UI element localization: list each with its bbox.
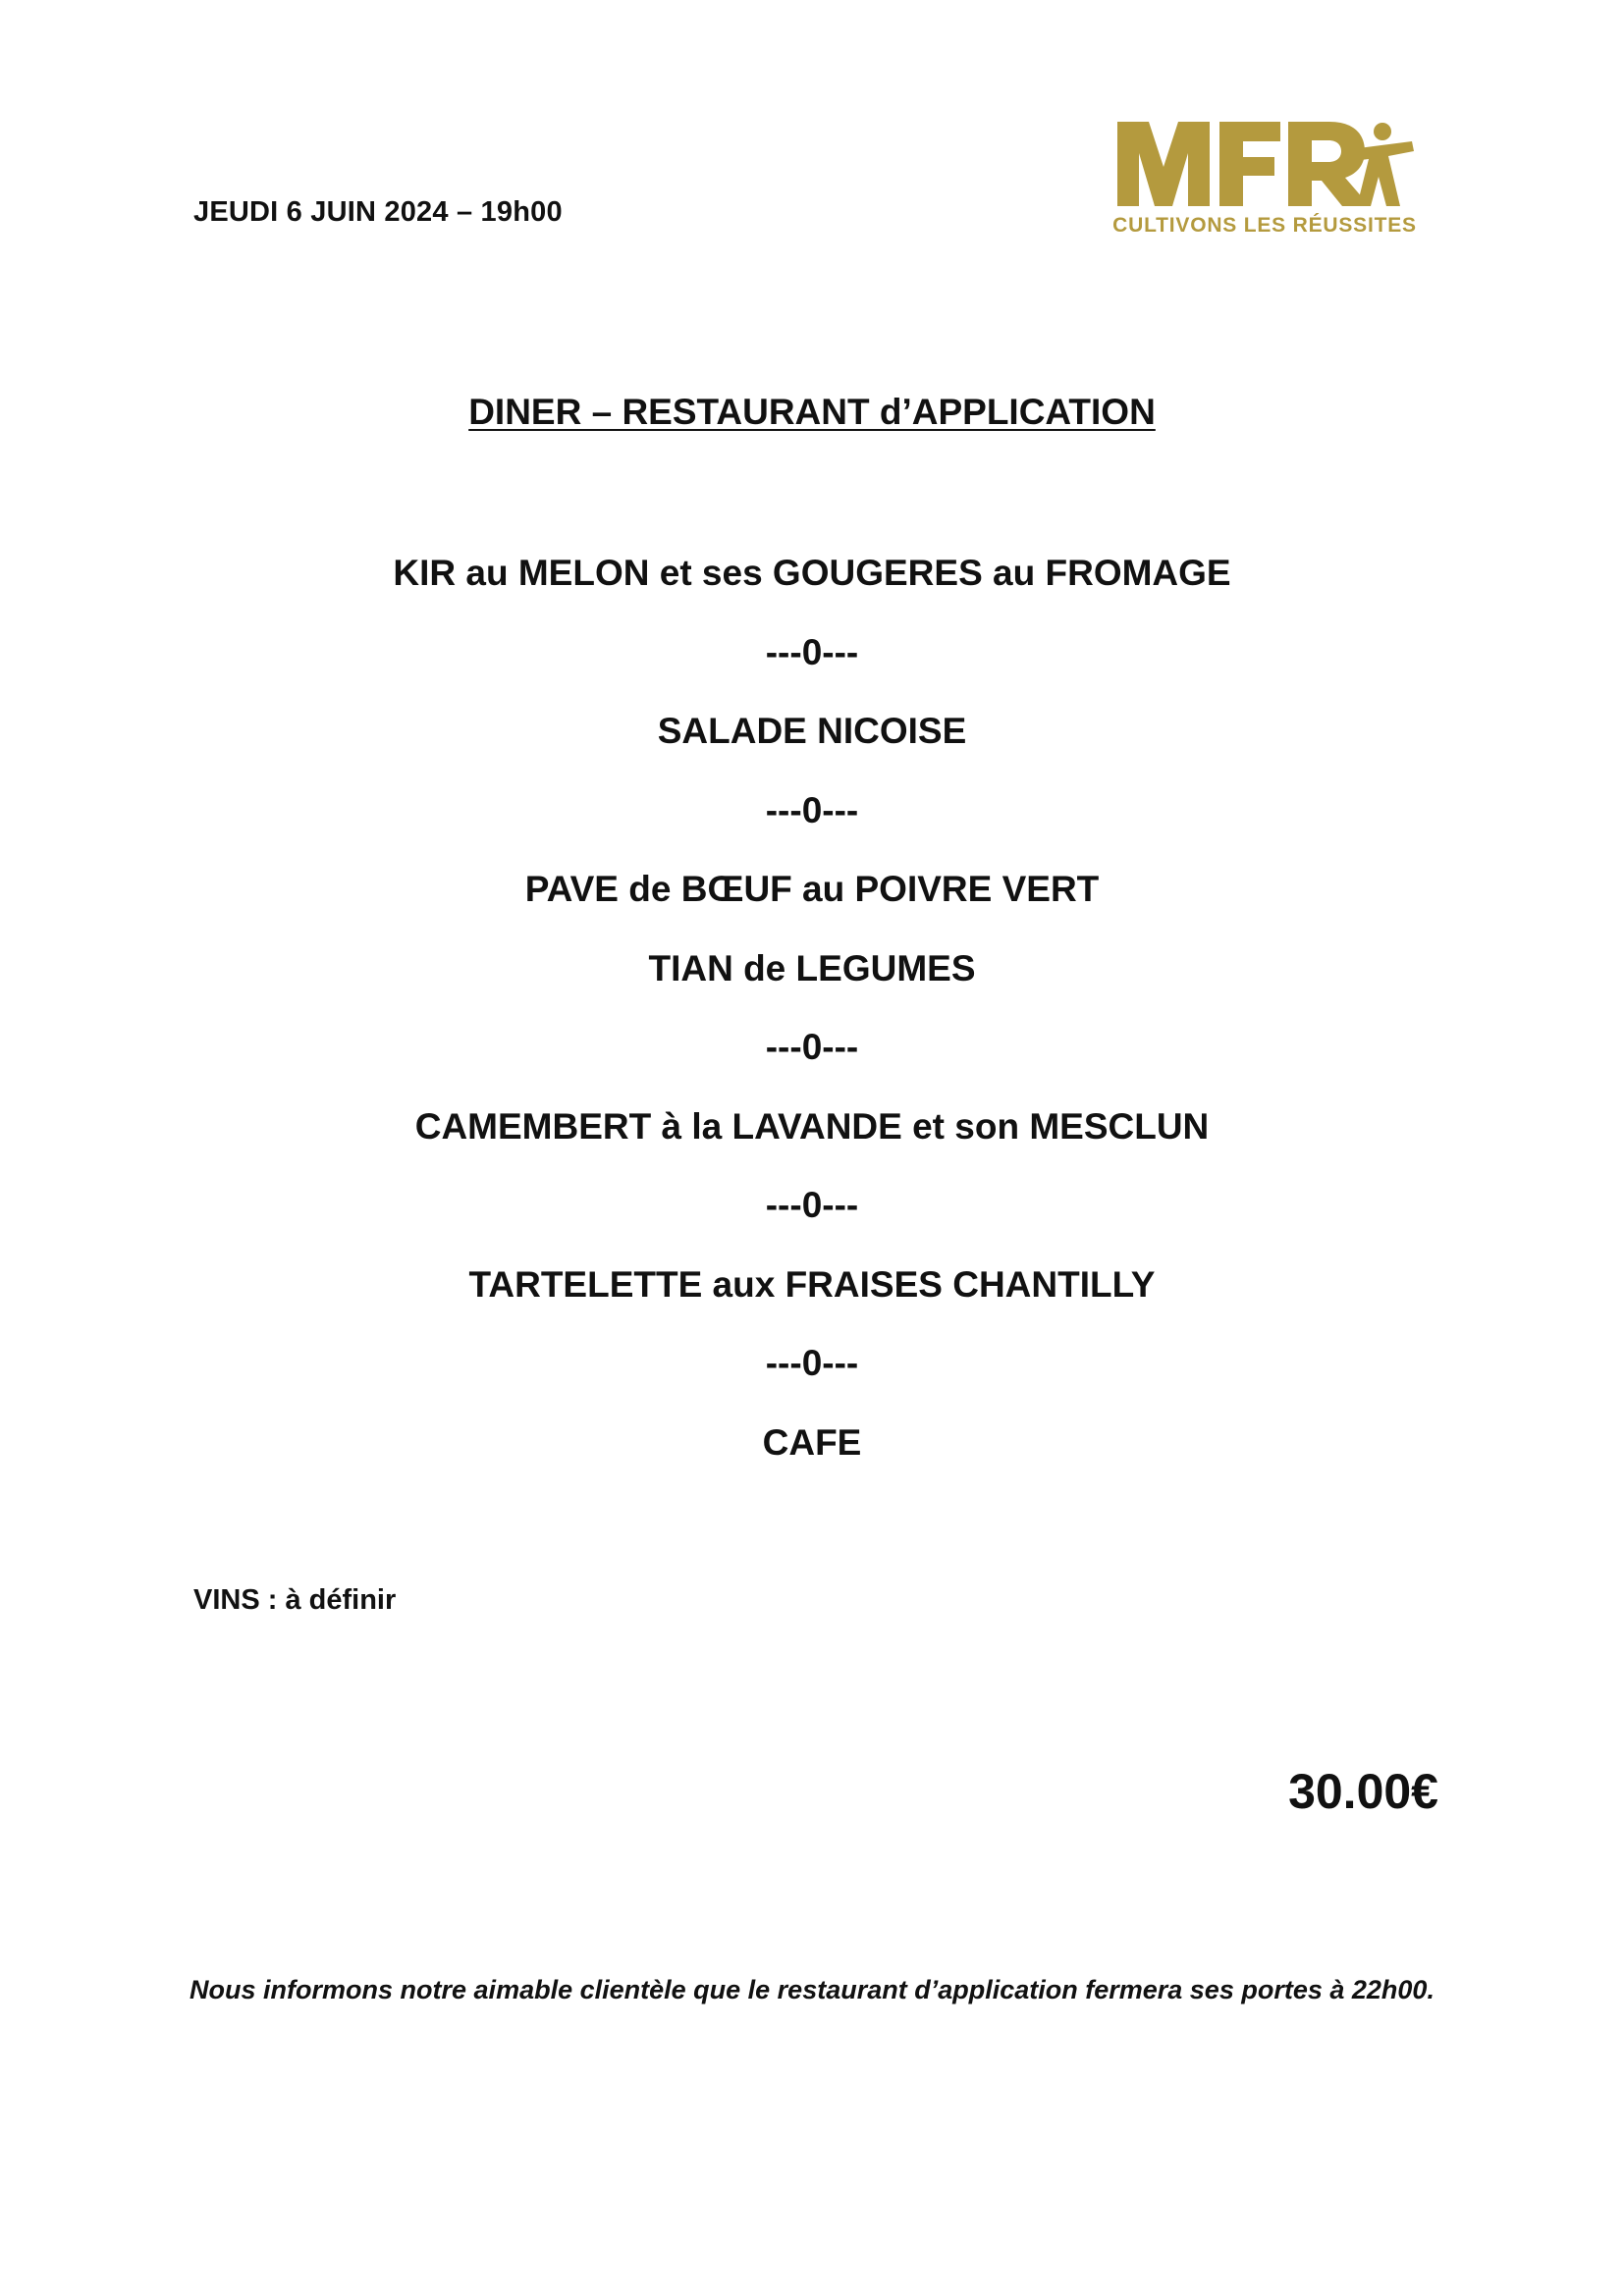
logo-tagline: CULTIVONS LES RÉUSSITES xyxy=(1112,214,1417,237)
wines-note: VINS : à définir xyxy=(193,1584,397,1616)
menu-item: PAVE de BŒUF au POIVRE VERT xyxy=(524,869,1100,909)
mfr-logo xyxy=(1088,116,1441,243)
menu-separator: ---0--- xyxy=(765,1343,859,1383)
mfr-logo-mark xyxy=(1088,116,1441,212)
menu-date: JEUDI 6 JUIN 2024 – 19h00 xyxy=(193,196,563,228)
closing-notice: Nous informons notre aimable clientèle que le restaurant d’application fermera ses portes à 22h00. xyxy=(189,1975,1435,2004)
menu-item: CAFE xyxy=(762,1421,862,1463)
menu-separator: ---0--- xyxy=(765,1185,859,1225)
menu-price: 30.00€ xyxy=(1288,1764,1438,1819)
menu-item: CAMEMBERT à la LAVANDE et son MESCLUN xyxy=(414,1105,1210,1147)
menu-item: KIR au MELON et ses GOUGERES au FROMAGE xyxy=(393,553,1231,593)
menu-list xyxy=(0,546,1624,1494)
page-title: DINER – RESTAURANT d’APPLICATION xyxy=(468,392,1156,432)
menu-separator: ---0--- xyxy=(765,789,859,830)
menu-separator: ---0--- xyxy=(765,1027,859,1067)
menu-item: SALADE NICOISE xyxy=(657,711,967,751)
menu-item: TARTELETTE aux FRAISES CHANTILLY xyxy=(468,1263,1156,1305)
menu-separator: ---0--- xyxy=(765,631,859,672)
menu-item: TIAN de LEGUMES xyxy=(648,947,976,988)
